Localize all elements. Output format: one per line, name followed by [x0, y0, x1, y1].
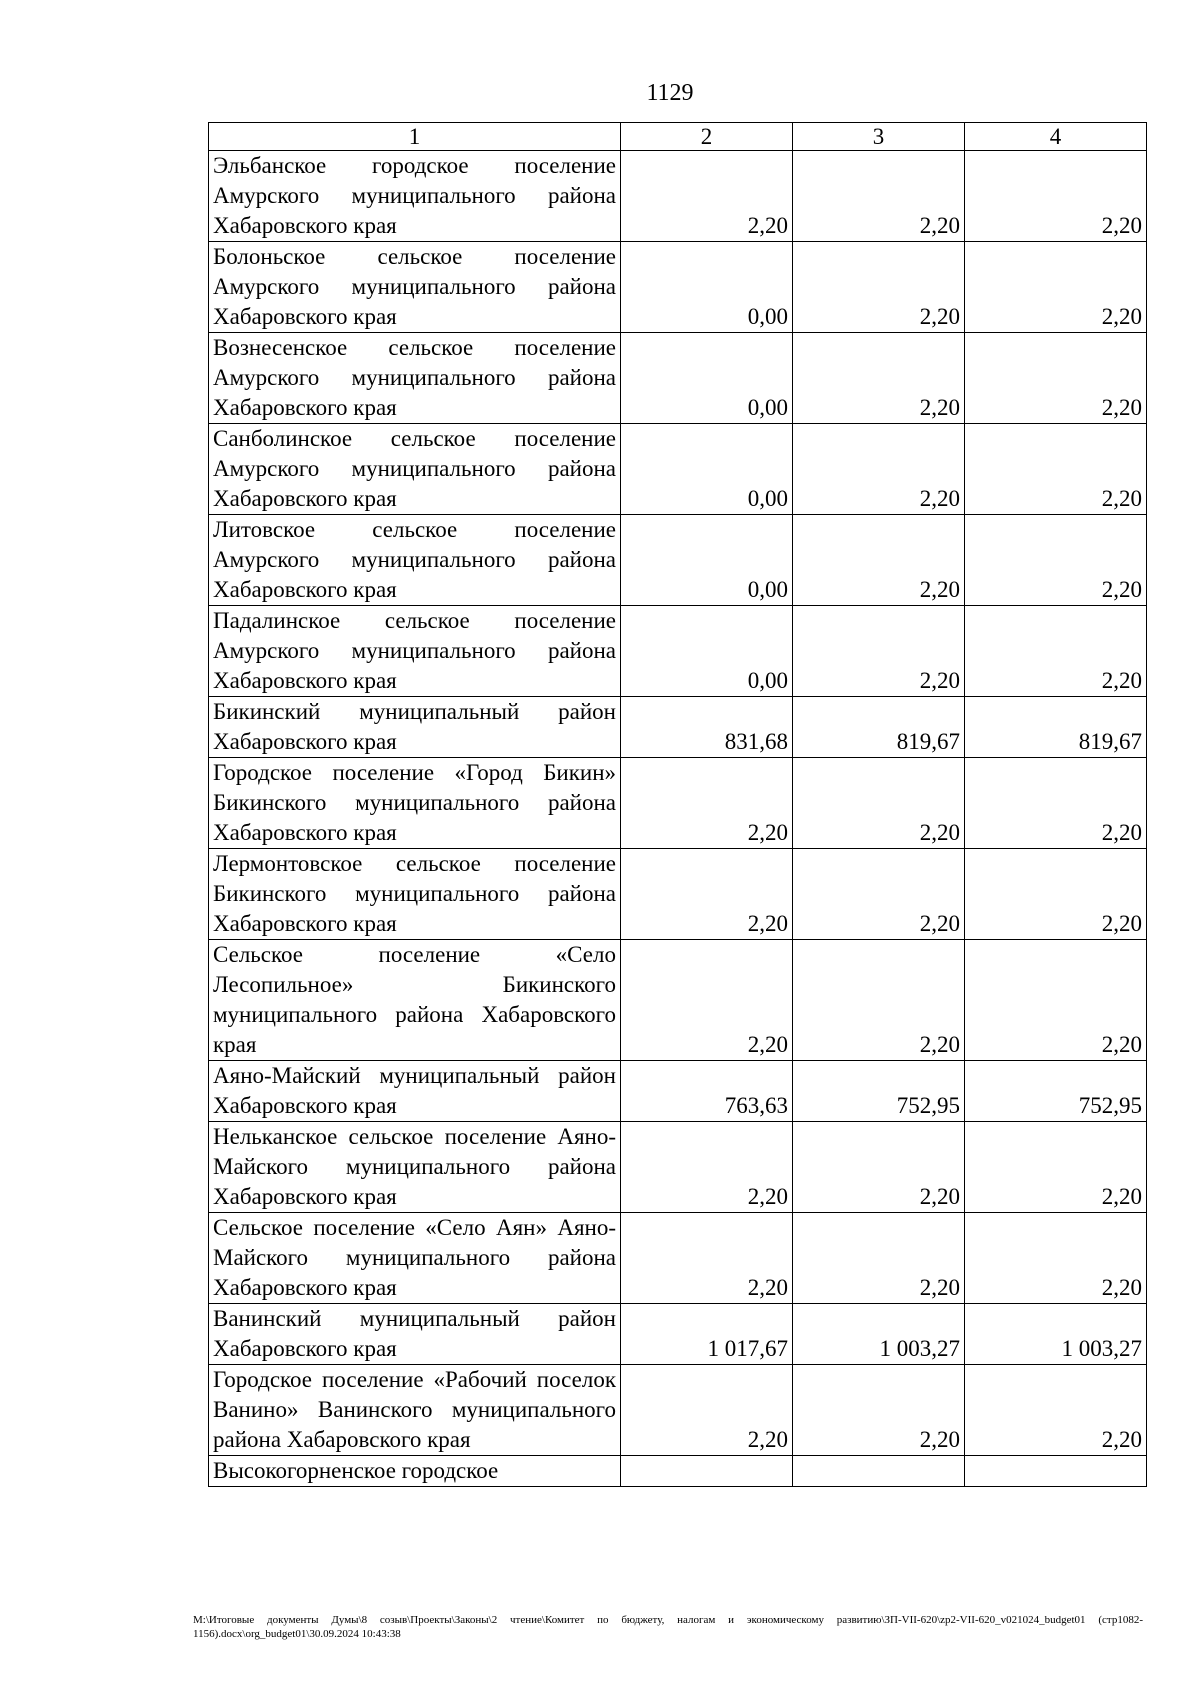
- value-col2-cell: 0,00: [621, 606, 793, 697]
- value-col3-cell: 2,20: [793, 424, 965, 515]
- value-col4-cell: 2,20: [965, 606, 1147, 697]
- municipality-name-cell: Нельканское сельское поселение Аяно-Майского муниципального района Хабаровского края: [209, 1122, 621, 1213]
- value-col2-cell: 0,00: [621, 333, 793, 424]
- value-col2-cell: 0,00: [621, 515, 793, 606]
- value-col3-cell: 2,20: [793, 849, 965, 940]
- municipality-name-cell: Эльбанское городское поселение Амурского муниципального района Хабаровского края: [209, 151, 621, 242]
- value-col2-cell: [621, 1456, 793, 1487]
- municipality-name-cell: Болоньское сельское поселение Амурского муниципального района Хабаровского края: [209, 242, 621, 333]
- municipality-name-cell: Городское поселение «Город Бикин» Бикинского муниципального района Хабаровского края: [209, 758, 621, 849]
- table-row: [209, 1365, 1147, 1456]
- value-col3-cell: 819,67: [793, 697, 965, 758]
- value-col4-cell: [965, 1456, 1147, 1487]
- value-col2-cell: 2,20: [621, 151, 793, 242]
- value-col4-cell: 2,20: [965, 424, 1147, 515]
- municipality-name-cell: Сельское поселение «Село Аян» Аяно-Майского муниципального района Хабаровского края: [209, 1213, 621, 1304]
- value-col3-cell: 2,20: [793, 1213, 965, 1304]
- value-col4-cell: 2,20: [965, 242, 1147, 333]
- value-col3-cell: 2,20: [793, 333, 965, 424]
- value-col2-cell: 2,20: [621, 1213, 793, 1304]
- table-row: [209, 242, 1147, 333]
- value-col4-cell: 752,95: [965, 1061, 1147, 1122]
- municipality-name-cell: Городское поселение «Рабочий поселок Ванино» Ванинского муниципального района Хабаровского края: [209, 1365, 621, 1456]
- table-row: [209, 1456, 1147, 1487]
- value-col3-cell: 2,20: [793, 940, 965, 1061]
- value-col3-cell: 2,20: [793, 242, 965, 333]
- table-body: [209, 123, 1147, 1487]
- table-row: [209, 606, 1147, 697]
- value-col3-cell: 2,20: [793, 1365, 965, 1456]
- municipality-name-cell: Аяно-Майский муниципальный район Хабаровского края: [209, 1061, 621, 1122]
- value-col4-cell: 819,67: [965, 697, 1147, 758]
- table-row: [209, 151, 1147, 242]
- table-row: [209, 940, 1147, 1061]
- value-col4-cell: 1 003,27: [965, 1304, 1147, 1365]
- value-col4-cell: 2,20: [965, 1213, 1147, 1304]
- municipality-name-cell: Литовское сельское поселение Амурского муниципального района Хабаровского края: [209, 515, 621, 606]
- municipality-name-cell: Бикинский муниципальный район Хабаровского края: [209, 697, 621, 758]
- column-header: 1: [209, 123, 621, 151]
- value-col4-cell: 2,20: [965, 849, 1147, 940]
- table-row: [209, 515, 1147, 606]
- value-col4-cell: 2,20: [965, 758, 1147, 849]
- municipality-name-cell: Вознесенское сельское поселение Амурского муниципального района Хабаровского края: [209, 333, 621, 424]
- table-row: [209, 849, 1147, 940]
- value-col2-cell: 1 017,67: [621, 1304, 793, 1365]
- budget-table: [208, 122, 1147, 1487]
- value-col4-cell: 2,20: [965, 151, 1147, 242]
- value-col3-cell: 2,20: [793, 758, 965, 849]
- municipality-name-cell: Ванинский муниципальный район Хабаровского края: [209, 1304, 621, 1365]
- value-col4-cell: 2,20: [965, 1365, 1147, 1456]
- value-col2-cell: 831,68: [621, 697, 793, 758]
- value-col2-cell: 2,20: [621, 940, 793, 1061]
- value-col4-cell: 2,20: [965, 1122, 1147, 1213]
- value-col3-cell: 2,20: [793, 515, 965, 606]
- column-header: 4: [965, 123, 1147, 151]
- value-col2-cell: 0,00: [621, 242, 793, 333]
- value-col4-cell: 2,20: [965, 333, 1147, 424]
- value-col2-cell: 2,20: [621, 1122, 793, 1213]
- municipality-name-cell: Сельское поселение «Село Лесопильное» Бикинского муниципального района Хабаровского края: [209, 940, 621, 1061]
- value-col2-cell: 763,63: [621, 1061, 793, 1122]
- column-header: 2: [621, 123, 793, 151]
- document-path-footer: M:\Итоговые документы Думы\8 созыв\Проекты\Законы\2 чтение\Комитет по бюджету, налогам и экономическому развитию\ЗП-VII-620\zp2-VII-620_v021024_budget01 (стр1082-1156).docx\org_budget01\30.09.2024 10:43:38: [193, 1614, 1143, 1640]
- value-col3-cell: [793, 1456, 965, 1487]
- value-col2-cell: 2,20: [621, 849, 793, 940]
- table-row: [209, 697, 1147, 758]
- value-col4-cell: 2,20: [965, 940, 1147, 1061]
- value-col3-cell: 2,20: [793, 606, 965, 697]
- page-number: 1129: [646, 80, 694, 106]
- value-col4-cell: 2,20: [965, 515, 1147, 606]
- table-row: [209, 424, 1147, 515]
- table-row: [209, 1213, 1147, 1304]
- table-header-row: [209, 123, 1147, 151]
- municipality-name-cell: Высокогорненское городское: [209, 1456, 621, 1487]
- value-col2-cell: 2,20: [621, 758, 793, 849]
- value-col2-cell: 0,00: [621, 424, 793, 515]
- table-row: [209, 1304, 1147, 1365]
- table-row: [209, 1061, 1147, 1122]
- municipality-name-cell: Падалинское сельское поселение Амурского муниципального района Хабаровского края: [209, 606, 621, 697]
- value-col3-cell: 1 003,27: [793, 1304, 965, 1365]
- column-header: 3: [793, 123, 965, 151]
- municipality-name-cell: Санболинское сельское поселение Амурского муниципального района Хабаровского края: [209, 424, 621, 515]
- table-row: [209, 333, 1147, 424]
- value-col3-cell: 2,20: [793, 1122, 965, 1213]
- value-col3-cell: 2,20: [793, 151, 965, 242]
- table-row: [209, 1122, 1147, 1213]
- value-col3-cell: 752,95: [793, 1061, 965, 1122]
- municipality-name-cell: Лермонтовское сельское поселение Бикинского муниципального района Хабаровского края: [209, 849, 621, 940]
- value-col2-cell: 2,20: [621, 1365, 793, 1456]
- table-row: [209, 758, 1147, 849]
